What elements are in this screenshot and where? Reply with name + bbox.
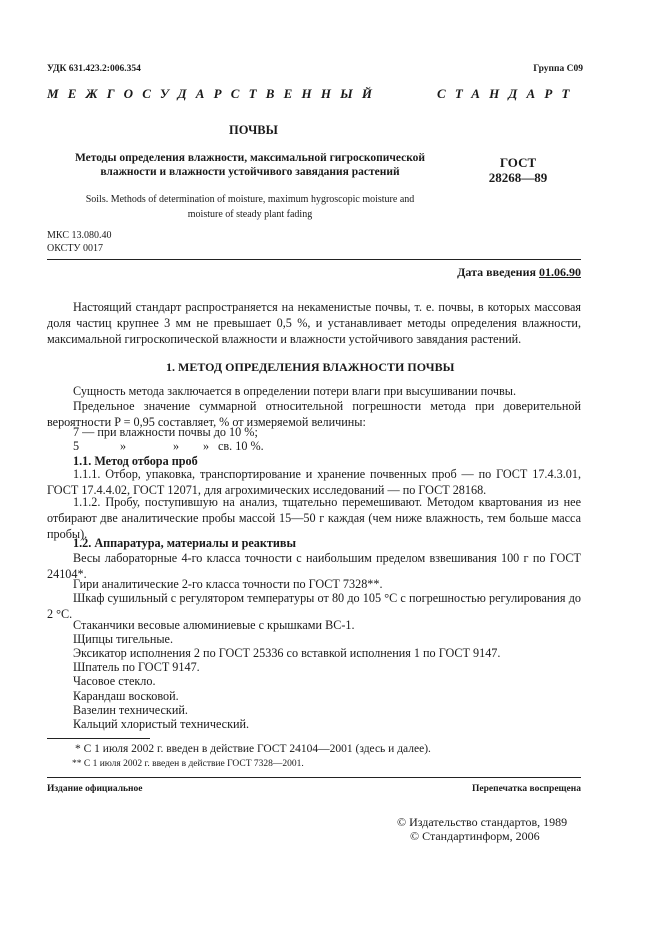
row2-ditto-1: » <box>120 439 127 453</box>
title-en-line-2: moisture of steady plant fading <box>187 209 313 220</box>
row2-ditto-3: » <box>203 439 210 453</box>
banner-right: СТАНДАРТ <box>437 86 579 101</box>
paragraph-1-1-2: 1.1.2. Пробу, поступившую на анализ, тщательно перемешивают. Методом квартования из нее отбирают две аналитические пробы массой 15—50 г каждая (чем ниже влажность, тем больше масса пробы). <box>47 495 581 541</box>
footnote-1: * С 1 июля 2002 г. введен в действие ГОСТ 24104—2001 (здесь и далее). <box>75 743 431 755</box>
copyright-block <box>397 815 567 843</box>
header-divider <box>47 259 581 260</box>
gost-number: 28268—89 <box>488 170 548 185</box>
mks-code: МКС 13.080.40 <box>47 230 112 241</box>
effective-date-value: 01.06.90 <box>539 265 581 279</box>
copyright-1: © Издательство стандартов, 1989 <box>397 815 568 829</box>
equipment-item: Часовое стекло. <box>73 674 156 688</box>
document-title-ru <box>60 151 440 179</box>
equipment-item: Карандаш восковой. <box>73 689 179 703</box>
equipment-item: Кальций хлористый технический. <box>73 717 250 731</box>
effective-date-label: Дата введения <box>457 265 536 279</box>
section-1-heading: 1. МЕТОД ОПРЕДЕЛЕНИЯ ВЛАЖНОСТИ ПОЧВЫ <box>166 360 455 374</box>
error-limit: Предельное значение суммарной относительной погрешности метода при доверительной вероятности P = 0,95 составляет, % от измеряемой величины: <box>47 399 581 429</box>
gost-label: ГОСТ <box>499 155 537 170</box>
equipment-item: Шпатель по ГОСТ 9147. <box>73 660 200 674</box>
footer-divider <box>47 777 581 778</box>
equipment-item: Стаканчики весовые алюминиевые с крышками ВС-1. <box>73 618 355 632</box>
error-row-1: 7 — при влажности почвы до 10 %; <box>73 425 258 439</box>
equipment-item: Вазелин технический. <box>73 703 188 717</box>
title-line-2: влажности и влажности устойчивого завядания растений <box>100 166 400 178</box>
paragraph-1-1-1: 1.1.1. Отбор, упаковка, транспортирование и хранение почвенных проб — по ГОСТ 17.4.3.01, ГОСТ 17.4.4.02, ГОСТ 12071, для агрохимических исследований — по ГОСТ 28168. <box>47 467 581 497</box>
okstu-code: ОКСТУ 0017 <box>47 243 104 254</box>
intro-paragraph: Настоящий стандарт распространяется на некаменистые почвы, т. е. почвы, в которых массовая доля частиц крупнее 3 мм не превышает 0,5 %, и устанавливает методы определения влажности, максимальной гигроскопической влажности и влажности устойчивого завядания растений. <box>47 300 581 346</box>
subsection-1-1-heading: 1.1. Метод отбора проб <box>73 454 198 468</box>
subsection-1-2-heading: 1.2. Аппаратура, материалы и реактивы <box>73 536 296 550</box>
banner-left: МЕЖГОСУДАРСТВЕННЫЙ <box>47 86 382 101</box>
equipment-item: Эксикатор исполнения 2 по ГОСТ 25336 со вставкой исполнения 1 по ГОСТ 9147. <box>73 646 501 660</box>
row2-threshold: св. 10 %. <box>218 439 264 453</box>
equipment-item: Щипцы тигельные. <box>73 632 173 646</box>
document-title-en <box>60 192 440 222</box>
row2-value: 5 <box>73 439 80 453</box>
reprint-notice: Перепечатка воспрещена <box>471 784 581 794</box>
effective-date <box>457 265 581 280</box>
footnote-divider <box>47 738 150 739</box>
udk-code: УДК 631.423.2:006.354 <box>47 64 141 74</box>
title-line-1: Методы определения влажности, максимальной гигроскопической <box>74 152 426 164</box>
copyright-2: © Стандартинформ, 2006 <box>410 829 540 843</box>
classification-codes <box>47 229 111 255</box>
method-essence: Сущность метода заключается в определении потери влаги при высушивании почвы. <box>73 384 516 398</box>
row2-ditto-2: » <box>173 439 180 453</box>
edition-label: Издание официальное <box>47 784 143 794</box>
equipment-item: Весы лабораторные 4-го класса точности с наибольшим пределом взвешивания 100 г по ГОСТ 24104*. <box>47 551 581 581</box>
gost-designation <box>478 155 558 185</box>
equipment-item: Гири аналитические 2-го класса точности по ГОСТ 7328**. <box>73 577 383 591</box>
footnote-2: ** С 1 июля 2002 г. введен в действие ГОСТ 7328—2001. <box>72 759 304 769</box>
document-subject: ПОЧВЫ <box>229 123 278 137</box>
title-en-line-1: Soils. Methods of determination of moisture, maximum hygroscopic moisture and <box>85 194 415 205</box>
equipment-item: Шкаф сушильный с регулятором температуры от 80 до 105 °С с погрешностью регулирования до 2 °С. <box>47 591 581 621</box>
group-code: Группа С09 <box>533 64 583 74</box>
